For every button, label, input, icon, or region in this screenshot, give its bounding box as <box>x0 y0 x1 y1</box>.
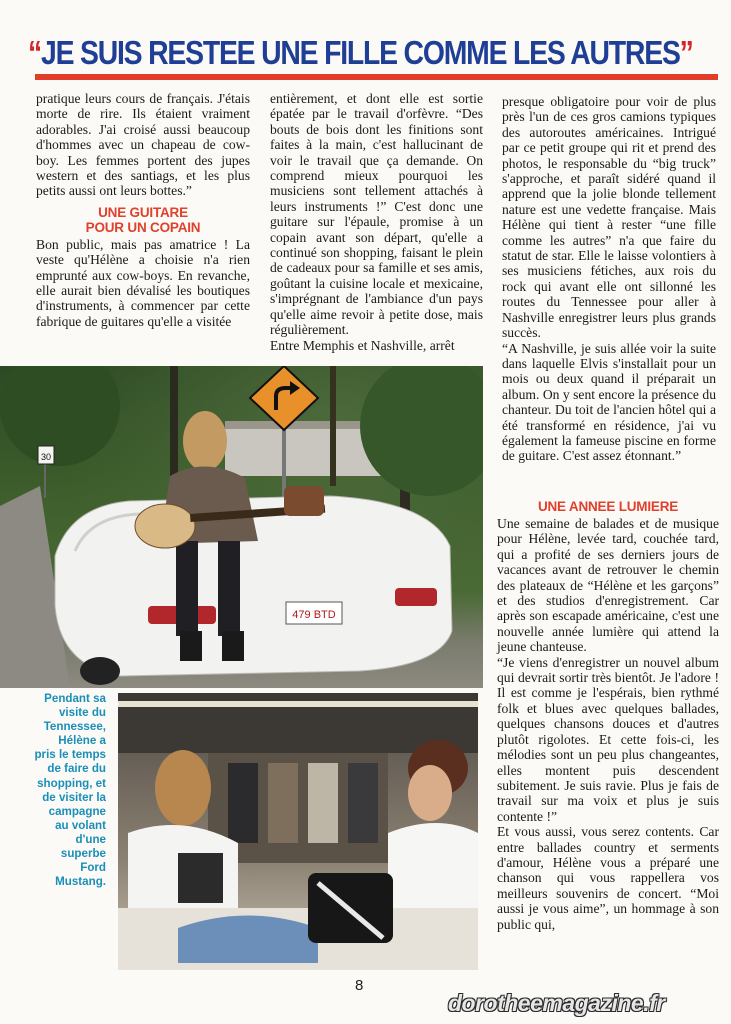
article-headline <box>28 34 693 72</box>
subhead-guitare-line1: UNE GUITARE <box>98 204 188 220</box>
col3-paragraph-3: Une semaine de balades et de musique pour Hélène, levée tard, couchée tard, qui a profité de ses derniers jours de vacances avant de retrouver le chemin des plateaux de “Hélène et les garçons” et des studios d'enregistrement. Car après son escapade américaine, c'est une nouvelle année lumière qui attend la jeune chanteuse. <box>497 516 719 655</box>
column-3-lower <box>497 499 719 932</box>
col3-paragraph-5: Et vous aussi, vous serez contents. Car entre ballades country et serments d'amour, Hélène vous a préparé une chanson qui vous rappellera vos meilleurs souvenirs de concert. “Moi aussi je vous aime”, un hommage à son public qui, <box>497 824 719 932</box>
col3-paragraph-2: “A Nashville, je suis allée voir la suite dans laquelle Elvis s'installait pour un mois ou deux quand il préparait un album. On y sent encore la présence du chanteur. Du toit de l'ancien hôtel qui a été transformé en résidence, j'ai vu également la fameuse piscine en forme de guitare. C'est assez étonnant.” <box>502 340 716 464</box>
page-number: 8 <box>355 977 364 994</box>
photo-mustang-guitar <box>0 366 483 688</box>
photo-shopping <box>118 693 478 970</box>
speed-sign-text: 30 <box>40 452 52 462</box>
column-2 <box>270 91 483 353</box>
license-plate-text: 479 BTD <box>292 609 336 621</box>
headline-close-quote: ” <box>679 34 693 71</box>
headline-rule <box>35 74 718 80</box>
photo-mustang-illustration <box>0 366 483 688</box>
col3-paragraph-1: presque obligatoire pour voir de plus près l'un de ces gros camions typiques des autoroutes américaines. Intrigué par ce petit groupe qui rit et prend des photos, le responsable du “big truck” s'approche, et paraît sidéré quand il apprend que la jolie blonde tellement nature est une vedette française. Mais Hélène qui tient à rester “une fille comme les autres” n'a que faire du statut de star. Elle le laisse volontiers à ses musiciens fétiches, aux rois du rock qui avant elle ont sillonné les routes du Tennessee pour aller à Nashville enregistrer leurs plus grands succès. <box>502 94 716 341</box>
subhead-annee-lumiere: UNE ANNEE LUMIERE <box>537 499 679 514</box>
column-3 <box>502 94 716 464</box>
subhead-guitare <box>36 205 250 235</box>
col1-paragraph-2: Bon public, mais pas amatrice ! La veste qu'Hélène a choisie n'a rien emprunté aux cow-boys. En revanche, elle aurait bien dévalisé les boutiques d'instruments, à commencer par cette fabrique de guitares qu'elle a visitée <box>36 236 250 329</box>
photo-shopping-illustration <box>118 693 478 970</box>
site-watermark: dorotheemagazine.fr <box>448 990 665 1016</box>
col2-paragraph-2: Entre Memphis et Nashville, arrêt <box>270 337 455 353</box>
photo-caption: Pendant sa visite du Tennessee, Hélène a pris le temps de faire du shopping, et de visiter la campagne au volant d'une superbe Ford Mustang. <box>34 692 106 889</box>
column-1 <box>36 91 250 329</box>
col2-paragraph-1: entièrement, et dont elle est sortie épatée par le travail d'orfèvre. “Des bouts de bois dont les finitions sont faites à la main, c'est hallucinant de voir le travail que ça demande. On comprend mieux pourquoi les musiciens sont tellement attachés à leurs instruments !” C'est donc une guitare sur l'épaule, promise à un copain avant son départ, qu'elle a continué son shopping, faisant le plein de cadeaux pour sa famille et ses amis, goûtant la cuisine locale et mexicaine, s'imprégnant de l'ambiance d'un pays qu'elle aime revoir à petite dose, mais régulièrement. <box>270 91 483 338</box>
headline-text: JE SUIS RESTEE UNE FILLE COMME LES AUTRES <box>40 34 680 71</box>
headline-open-quote: “ <box>28 34 41 71</box>
col3-paragraph-4: “Je viens d'enregistrer un nouvel album qui devrait sortir très bientôt. Je l'adore ! Il est comme je l'espérais, bien rythmé folk et blues avec quelques ballades, quelques chansons douces et d'autres plutôt rigolotes. Et cette fois-ci, les mélodies sont un peu plus changeantes, elles montent puis descendent subitement. Je suis ravie. Plus je fais de travail sur ma voix et plus je suis contente !” <box>497 654 719 824</box>
col1-paragraph-1: pratique leurs cours de français. J'étais morte de rire. Ils étaient vraiment adorables. J'ai croisé aussi beaucoup d'hommes avec un chapeau de cow-boy. Les femmes portent des jupes western et des santiags, et les plus petits aussi ont leurs bottes.” <box>36 91 250 199</box>
subhead-guitare-line2: POUR UN COPAIN <box>85 219 201 235</box>
